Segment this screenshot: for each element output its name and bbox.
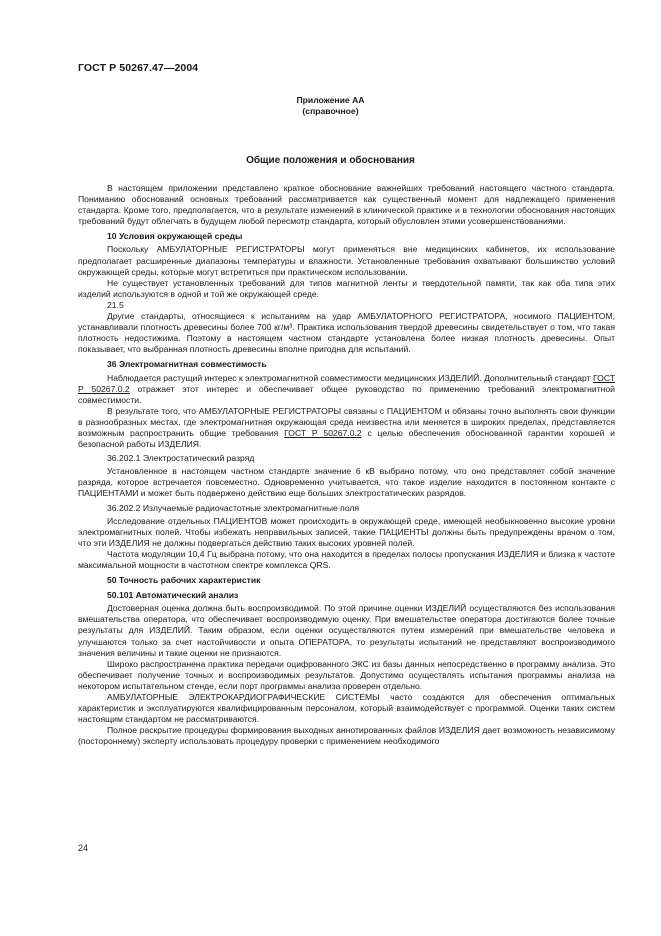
clause-number-21-5: 21.5 xyxy=(107,299,124,310)
subheading-36-202-1: 36.202.1 Электростатический разряд xyxy=(107,453,255,464)
paragraph xyxy=(78,373,615,406)
appendix-type: (справочное) xyxy=(302,106,359,116)
document-code: ГОСТ Р 50267.47—2004 xyxy=(78,62,199,74)
paragraph: Частота модуляции 10,4 Гц выбрана потому, что она находится в пределах полосы пропускания ИЗДЕЛИЯ и близка к частоте максимальной мощности в частотном спектре комплекса QRS. xyxy=(78,548,615,570)
paragraph xyxy=(78,406,615,450)
text-span: отражает этот интерес и обеспечивает общее руководство по применению требований электромагнитной совместимости. xyxy=(78,383,615,405)
text-span: Наблюдается растущий интерес к электромагнитной совместимости медицинских ИЗДЕЛИЙ. Дополнительный стандарт xyxy=(107,372,593,383)
paragraph: Не существует установленных требований для типов магнитной ленты и твердотельной памяти, так как оба типа этих изделий используются в одной и той же окружающей среде. xyxy=(78,277,615,299)
section-title: Общие положения и обоснования xyxy=(246,155,415,166)
text-span: с целью обеспечения обоснованной гарантии хорошей и безопасной работы ИЗДЕЛИЯ. xyxy=(78,427,615,450)
standard-reference-link[interactable]: ГОСТ Р 50267.0.2 xyxy=(284,427,362,438)
document-body xyxy=(78,183,615,748)
paragraph: Широко распространена практика передачи оцифрованного ЭКС из базы данных непосредственно в программу анализа. Это обеспечивает получение точных и воспроизводимых результатов. Допустимо осуществлять испытания программы анализа на некотором испытательном стенде, если порт программы анализа проверен отдельно. xyxy=(78,658,615,691)
standard-reference-link[interactable]: ГОСТ Р 50267.0.2 xyxy=(78,372,615,394)
heading-36: 36 Электромагнитная совместимость xyxy=(107,359,267,370)
text-span: В результате того, что АМБУЛАТОРНЫЕ РЕГИСТРАТОРЫ связаны с ПАЦИЕНТОМ и обязаны точно выполнять свои функции в разнообразных местах, где электромагнитная окружающая среда неизвестна или меняется в широких пределах, представляется возможным распространить общие требования xyxy=(78,405,615,438)
page-number: 24 xyxy=(78,843,89,853)
paragraph: Полное раскрытие процедуры формирования выходных аннотированных файлов ИЗДЕЛИЯ дает возможность независимому (постороннему) эксперту использовать процедуру проверки с применением необходимого xyxy=(78,725,615,747)
paragraph: В настоящем приложении представлено краткое обоснование важнейших требований настоящего частного стандарта. Пониманию обоснований основных требований рассматривается как существенный момент для надлежащего применения стандарта. Кроме того, предполагается, что в результате изменений в клинической практике и в технологии обоснования настоящих требований будут облегчать в будущем любой пересмотр стандарта, который обусловлен этими усовершенствованиями. xyxy=(78,183,615,227)
heading-10: 10 Условия окружающей среды xyxy=(107,231,243,242)
appendix-label: Приложение АА xyxy=(296,95,365,105)
paragraph: Исследование отдельных ПАЦИЕНТОВ может происходить в окружающей среде, имеющей необыкновенно высокие уровни электромагнитных полей. Чтобы избежать неправильных записей, такие ПАЦИЕНТЫ должны быть предупреждены врачом о том, что эти ИЗДЕЛИЯ не должны подвергаться действию таких высоких уровней полей. xyxy=(78,515,615,548)
heading-50-101: 50.101 Автоматический анализ xyxy=(107,590,239,601)
paragraph: Установленное в настоящем частном стандарте значение 6 кВ выбрано потому, что оно представляет собой значение разряда, которое встречается повсеместно. Одновременно учитывается, что такое изделие находится в постоянном контакте с ПАЦИЕНТАМИ и может быть подвержено действию еще больших электростатических разрядов. xyxy=(78,466,615,499)
paragraph: Достоверная оценка должна быть воспроизводимой. По этой причине оценки ИЗДЕЛИЙ осуществляются без использования вмешательства оператора, что обеспечивает воспроизводимую оценку. При вмешательстве оператора достигаются более точные результаты для ИЗДЕЛИЙ. Таким образом, если оценки осуществляются путем измерений при вмешательстве человека и улучшаются только за счет настойчивости и опыта ОПЕРАТОРА, то результаты испытаний не представляют воспроизводимого значения величины и такие оценки не признаются. xyxy=(78,603,615,658)
subheading-36-202-2: 36.202.2 Излучаемые радиочастотные электромагнитные поля xyxy=(107,502,360,513)
paragraph: АМБУЛАТОРНЫЕ ЭЛЕКТРОКАРДИОГРАФИЧЕСКИЕ СИСТЕМЫ часто создаются для обеспечения оптимальных характеристик и эксплуатируются квалифицированным персоналом, который взаимодействует с программой. Оценки таких систем настоящим стандартом не рассматриваются. xyxy=(78,692,615,725)
heading-50: 50 Точность рабочих характеристик xyxy=(107,575,261,586)
paragraph: Поскольку АМБУЛАТОРНЫЕ РЕГИСТРАТОРЫ могут применяться вне медицинских кабинетов, их использование предполагает расширенные диапазоны температуры и влажности. Установленные требования охватывают большинство условий окружающей среды, которые могут встретиться при практическом использовании. xyxy=(78,244,615,277)
paragraph: Другие стандарты, относящиеся к испытаниям на удар АМБУЛАТОРНОГО РЕГИСТРАТОРА, носимого ПАЦИЕНТОМ, устанавливали плотность древесины более 700 кг/м³. Практика использования твердой древесины свидетельствует о том, что такая плотность недостижима. Поэтому в настоящем частном стандарте установлена более низкая плотность древесины. Опыт показывает, что выбранная плотность древесины вполне пригодна для испытаний. xyxy=(78,311,615,355)
